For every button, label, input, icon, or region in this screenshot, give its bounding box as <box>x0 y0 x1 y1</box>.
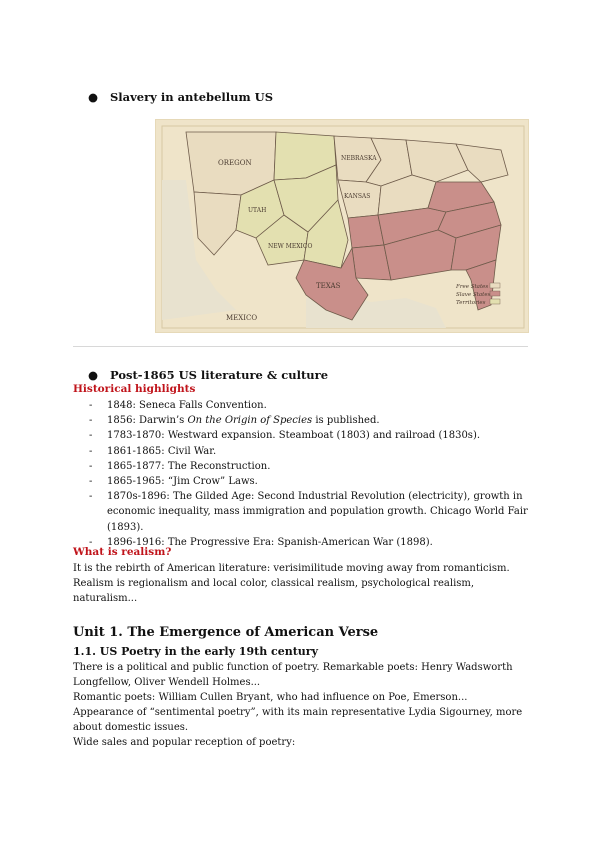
map-label: NEW MEXICO <box>268 243 313 250</box>
section-title: Post-1865 US literature & culture <box>110 368 329 382</box>
map-label: KANSAS <box>344 193 371 200</box>
list-item: - 1865-1877: The Reconstruction. <box>89 460 271 472</box>
list-item: - 1783-1870: Westward expansion. Steamboat (1803) and railroad (1830s). <box>89 430 481 442</box>
historical-highlights-heading: Historical highlights <box>73 383 196 395</box>
legend-slave: Slave States <box>456 292 491 298</box>
map-label: NEBRASKA <box>341 155 377 162</box>
list-item: - 1856: Darwin’s On the Origin of Species is published. <box>89 415 380 427</box>
what-is-realism-heading: What is realism? <box>73 546 172 558</box>
paragraph: Romantic poets: William Cullen Bryant, who had influence on Poe, Emerson... <box>73 692 468 703</box>
unit-subtitle: 1.1. US Poetry in the early 19th century <box>73 645 318 658</box>
divider <box>73 346 528 347</box>
bullet-icon: ● <box>88 90 99 104</box>
map-label: TEXAS <box>316 282 341 290</box>
bullet-icon: ● <box>88 368 99 382</box>
section-title: Slavery in antebellum US <box>110 90 274 104</box>
map-legend <box>455 283 500 306</box>
legend-free: Free States <box>456 284 489 290</box>
list-item: - 1870s-1896: The Gilded Age: Second Industrial Revolution (electricity), growth in economic inequality, mass immigration and population growth. Chicago World Fair (1893). <box>89 491 528 533</box>
antebellum-map-image <box>155 119 529 333</box>
us-map-illustration <box>156 120 529 333</box>
paragraph: There is a political and public function of poetry. Remarkable poets: Henry Wadsworth Longfellow, Oliver Wendell Holmes... <box>73 662 513 689</box>
list-item: - 1861-1865: Civil War. <box>89 445 217 457</box>
list-item: - 1865-1965: “Jim Crow” Laws. <box>89 476 258 488</box>
map-label: MEXICO <box>226 314 258 322</box>
map-label: OREGON <box>218 159 252 167</box>
legend-territories: Territories <box>456 300 486 306</box>
historical-highlights-list <box>73 398 533 550</box>
section-heading-slavery <box>88 90 274 104</box>
section-heading-post1865 <box>88 368 329 382</box>
list-item: - 1896-1916: The Progressive Era: Spanish-American War (1898). <box>89 536 433 548</box>
realism-paragraph: It is the rebirth of American literature: verisimilitude moving away from romanticism. Realism is regionalism and local color, classical realism, psychological realism, naturalism... <box>73 563 510 605</box>
unit-title: Unit 1. The Emergence of American Verse <box>73 625 379 640</box>
paragraph: Appearance of “sentimental poetry”, with its main representative Lydia Sigourney, more about domestic issues. <box>73 707 523 734</box>
map-label: UTAH <box>248 207 267 214</box>
list-item: - 1848: Seneca Falls Convention. <box>89 400 267 411</box>
paragraph: Wide sales and popular reception of poetry: <box>73 737 296 748</box>
